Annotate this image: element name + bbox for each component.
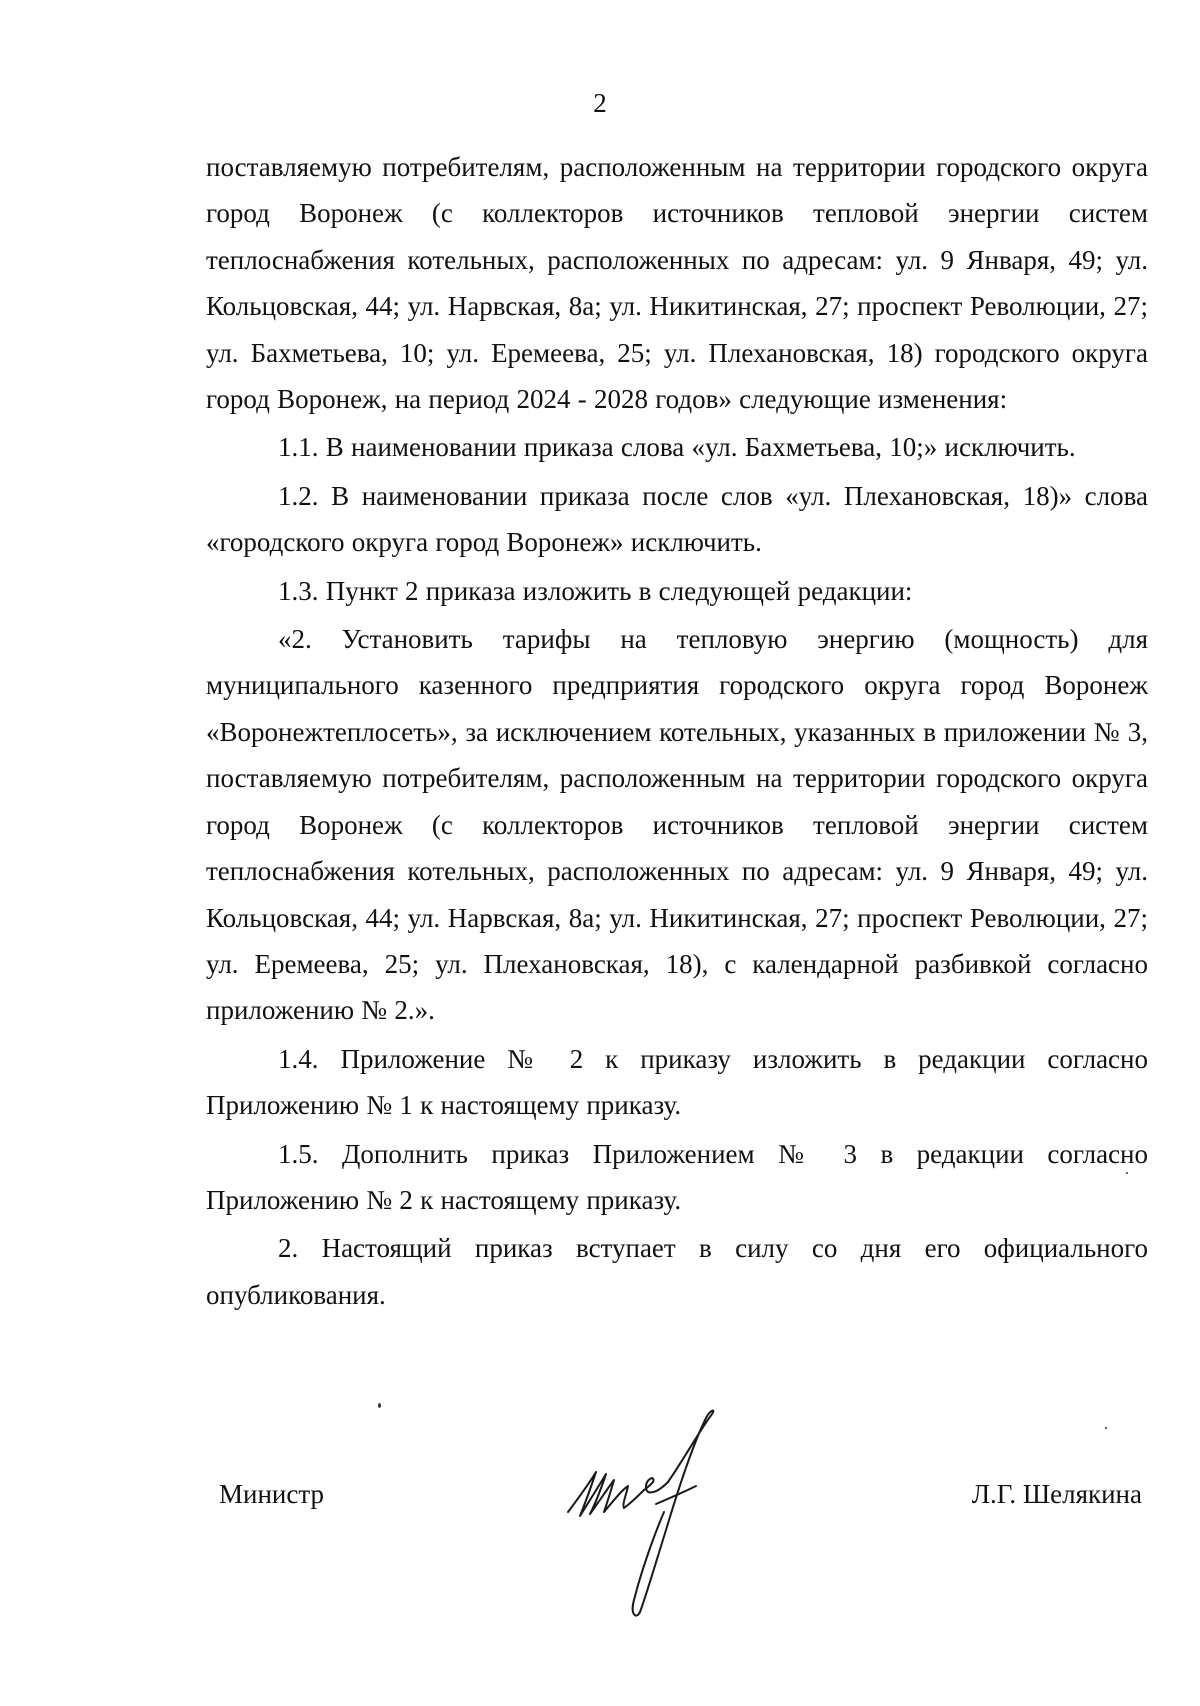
scan-speck [1126, 1172, 1128, 1174]
page-number: 2 [593, 88, 607, 118]
paragraph-quoted-clause-2: «2. Установить тарифы на тепловую энергию (мощность) для муниципального казенного предприятия городского округа город Воронеж «Воронежтеплосеть», за исключением котельных, указанных в приложении № 3, поставляемую потребителям, расположенным на территории городского округа город Воронеж (с коллекторов источников тепловой энергии систем теплоснабжения котельных, расположенных по адресам: ул. 9 Января, 49; ул. Кольцовская, 44; ул. Нарвская, 8а; ул. Никитинская, 27; проспект Революции, 27; ул. Еремеева, 25; ул. Плехановская, 18), с календарной разбивкой согласно приложению № 2.». [206, 624, 1148, 1026]
signatory-title: Министр [219, 1479, 324, 1509]
paragraph-2: 2. Настоящий приказ вступает в силу со дня его официального опубликования. [206, 1233, 1148, 1310]
document-body [206, 144, 1148, 1320]
signatory-name: Л.Г. Шелякина [971, 1479, 1142, 1509]
handwritten-signature [560, 1400, 770, 1620]
paragraph-1-3: 1.3. Пункт 2 приказа изложить в следующей редакции: [278, 575, 913, 606]
paragraph-1-2: 1.2. В наименовании приказа после слов «ул. Плехановская, 18)» слова «городского округа город Воронеж» исключить. [206, 480, 1148, 558]
paragraph-1-1: 1.1. В наименовании приказа слова «ул. Бахметьева, 10;» исключить. [278, 432, 1076, 463]
paragraph-1-5: 1.5. Дополнить приказ Приложением № 3 в редакции согласно Приложению № 2 к настоящему приказу. [206, 1138, 1148, 1215]
scan-speck [378, 1403, 381, 1408]
scan-speck [1105, 1427, 1107, 1429]
paragraph-1-4: 1.4. Приложение № 2 к приказу изложить в редакции согласно Приложению № 1 к настоящему приказу. [206, 1043, 1148, 1121]
paragraph-continuation: поставляемую потребителям, расположенным на территории городского округа город Воронеж (с коллекторов источников тепловой энергии систем теплоснабжения котельных, расположенных по адресам: ул. 9 Января, 49; ул. Кольцовская, 44; ул. Нарвская, 8а; ул. Никитинская, 27; проспект Революции, 27; ул. Бахметьева, 10; ул. Еремеева, 25; ул. Плехановская, 18) городского округа город Воронеж, на период 2024 - 2028 годов» следующие изменения: [206, 152, 1148, 415]
